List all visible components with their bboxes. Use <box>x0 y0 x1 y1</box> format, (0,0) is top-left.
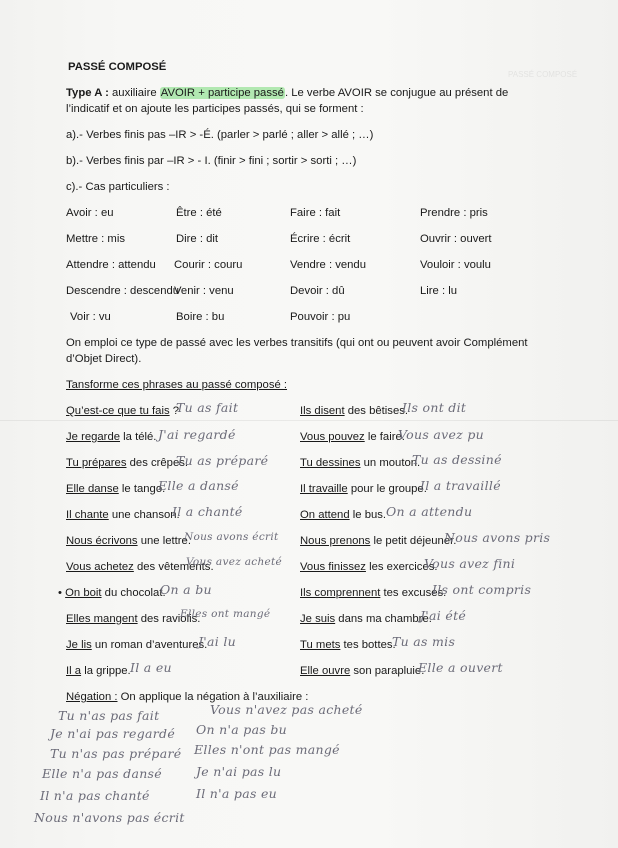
paper-fold <box>0 420 618 421</box>
type-a-pre: auxiliaire <box>108 87 160 99</box>
exercise-sentence: Je lis un roman d’aventures. <box>66 639 208 651</box>
handwritten-answer: Vous avez pu <box>398 427 484 442</box>
handwritten-answer: Il a travaillé <box>420 478 501 493</box>
usage-line-2: d’Objet Direct). <box>66 353 142 365</box>
exercise-sentence: Il chante une chanson. <box>66 509 180 521</box>
handwritten-answer: Nous avons pris <box>444 530 551 545</box>
negation-answer: Je n'ai pas lu <box>196 764 282 779</box>
negation-answer: On n'a pas bu <box>196 722 287 737</box>
highlighted-rule: AVOIR + participe passé <box>160 87 284 99</box>
negation-answer: Il n'a pas eu <box>196 786 278 801</box>
exercise-sentence: Vous pouvez le faire. <box>300 431 405 443</box>
exercise-title: Tansforme ces phrases au passé composé : <box>66 379 288 391</box>
exercise-sentence: Vous finissez les exercices. <box>300 561 438 573</box>
handwritten-answer: J'ai lu <box>198 634 237 649</box>
participle: Écrire : écrit <box>290 233 351 245</box>
handwritten-answer: Elles ont mangé <box>180 608 271 620</box>
exercise-sentence: • On boit du chocolat. <box>58 587 166 599</box>
handwritten-answer: Elle a dansé <box>158 478 239 493</box>
exercise-sentence: Tu prépares des crêpes. <box>66 457 189 469</box>
exercise-sentence: Nous écrivons une lettre. <box>66 535 191 547</box>
rule-a: a).- Verbes finis pas –IR > -É. (parler > parlé ; aller > allé ; …) <box>66 129 374 141</box>
exercise-sentence: Elle ouvre son parapluie. <box>300 665 425 677</box>
type-a-line <box>66 86 508 100</box>
handwritten-answer: Tu as fait <box>176 400 239 415</box>
participle: Attendre : attendu <box>66 259 156 271</box>
rule-b: b).- Verbes finis par –IR > - I. (finir > fini ; sortir > sorti ; …) <box>66 155 357 167</box>
participle: Faire : fait <box>290 207 341 219</box>
negation-answer: Nous n'avons pas écrit <box>34 810 185 825</box>
participle: Mettre : mis <box>66 233 125 245</box>
participle: Avoir : eu <box>66 207 114 219</box>
handwritten-answer: On a attendu <box>386 504 473 519</box>
page-title: PASSÉ COMPOSÉ <box>68 61 167 73</box>
negation-answer: Je n'ai pas regardé <box>50 726 176 741</box>
participle: Ouvrir : ouvert <box>420 233 492 245</box>
exercise-sentence: Elles mangent des raviolis. <box>66 613 201 625</box>
handwritten-answer: Vous avez fini <box>424 556 516 571</box>
handwritten-answer: Vous avez acheté <box>186 556 283 568</box>
exercise-sentence: Tu mets tes bottes. <box>300 639 396 651</box>
exercise-sentence: Elle danse le tango. <box>66 483 166 495</box>
participle: Descendre : descendu <box>66 285 180 297</box>
type-a-post: . Le verbe AVOIR se conjugue au présent de <box>284 87 509 99</box>
exercise-sentence: Nous prenons le petit déjeuner. <box>300 535 457 547</box>
exercise-sentence: Il travaille pour le groupe. <box>300 483 427 495</box>
exercise-sentence: Ils disent des bêtises. <box>300 405 409 417</box>
handwritten-answer: J'ai été <box>420 608 467 623</box>
handwritten-answer: Ils ont dit <box>402 400 467 415</box>
handwritten-answer: Tu as préparé <box>176 453 269 468</box>
negation-answer: Tu n'as pas préparé <box>50 746 182 761</box>
usage-line-1: On emploi ce type de passé avec les verbes transitifs (qui ont ou peuvent avoir Complément <box>66 337 528 349</box>
participle: Venir : venu <box>174 285 234 297</box>
exercise-sentence: Je regarde la télé. <box>66 431 157 443</box>
bleed-through-text: PASSÉ COMPOSÉ <box>508 70 578 79</box>
participle: Lire : lu <box>420 285 458 297</box>
participle: Boire : bu <box>176 311 225 323</box>
participle: Prendre : pris <box>420 207 488 219</box>
negation-answer: Vous n'avez pas acheté <box>210 702 363 717</box>
exercise-sentence: Qu’est-ce que tu fais ? <box>66 405 180 417</box>
participle: Courir : couru <box>174 259 243 271</box>
negation-answer: Elles n'ont pas mangé <box>194 742 340 757</box>
exercise-sentence: Vous achetez des vêtements. <box>66 561 214 573</box>
negation-answer: Elle n'a pas dansé <box>42 766 162 781</box>
negation-answer: Il n'a pas chanté <box>40 788 150 803</box>
bullet-mark: • <box>58 587 62 599</box>
handwritten-answer: J'ai regardé <box>158 427 236 442</box>
handwritten-answer: Tu as mis <box>392 634 456 649</box>
exercise-sentence: On attend le bus. <box>300 509 387 521</box>
participle: Devoir : dû <box>290 285 345 297</box>
negation-answer: Tu n'as pas fait <box>58 708 160 723</box>
exercise-sentence: Il a la grippe. <box>66 665 131 677</box>
negation-label: Négation : <box>66 691 118 703</box>
participle: Voir : vu <box>70 311 111 323</box>
negation-heading: Négation : On applique la négation à l’auxiliaire : <box>66 691 309 703</box>
exercise-sentence: Tu dessines un mouton. <box>300 457 421 469</box>
handwritten-answer: Nous avons écrit <box>184 531 279 543</box>
handwritten-answer: Il a eu <box>130 660 172 675</box>
handwritten-answer: Ils ont compris <box>432 582 532 597</box>
participle: Vouloir : voulu <box>420 259 491 271</box>
participle: Dire : dit <box>176 233 219 245</box>
type-a-line-2: l’indicatif et on ajoute les participes passés, qui se forment : <box>66 103 364 115</box>
type-a-label: Type A : <box>66 87 109 99</box>
handwritten-answer: Tu as dessiné <box>412 452 502 467</box>
participle: Vendre : vendu <box>290 259 367 271</box>
participle: Pouvoir : pu <box>290 311 351 323</box>
rule-c: c).- Cas particuliers : <box>66 181 170 193</box>
exercise-sentence: Je suis dans ma chambre. <box>300 613 432 625</box>
exercise-sentence: Ils comprennent tes excuses. <box>300 587 447 599</box>
handwritten-answer: On a bu <box>160 582 212 597</box>
participle: Être : été <box>176 207 222 219</box>
handwritten-answer: Il a chanté <box>172 504 243 519</box>
handwritten-answer: Elle a ouvert <box>418 660 503 675</box>
